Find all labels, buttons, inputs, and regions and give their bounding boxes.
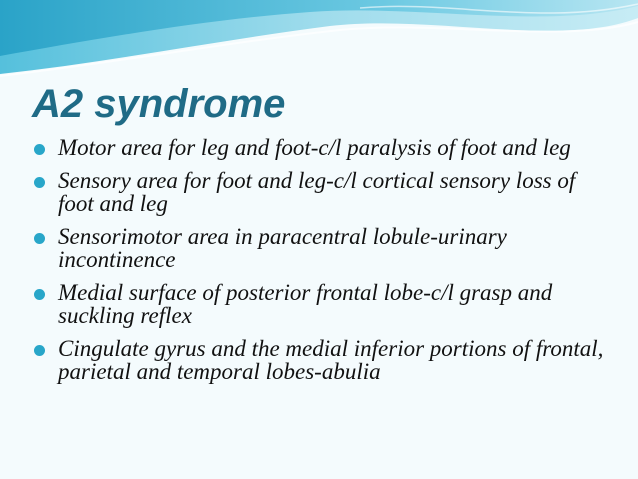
bullet-item <box>26 225 616 272</box>
bullet-dot-icon <box>34 345 45 356</box>
bullet-item <box>26 136 616 160</box>
slide-title: A2 syndrome <box>32 82 286 126</box>
bullet-item <box>26 337 616 384</box>
bullet-list <box>26 136 616 393</box>
bullet-dot-icon <box>34 144 45 155</box>
bullet-text: Motor area for leg and foot-c/l paralysis of foot and leg <box>58 135 571 160</box>
bullet-item <box>26 281 616 328</box>
bullet-dot-icon <box>34 177 45 188</box>
bullet-text: Sensorimotor area in paracentral lobule-urinary incontinence <box>58 223 507 272</box>
bullet-dot-icon <box>34 289 45 300</box>
bullet-text: Medial surface of posterior frontal lobe-c/l grasp and suckling reflex <box>58 279 553 328</box>
bullet-text: Cingulate gyrus and the medial inferior portions of frontal, parietal and temporal lobes-abulia <box>58 335 604 384</box>
bullet-item <box>26 169 616 216</box>
bullet-dot-icon <box>34 233 45 244</box>
header-wave-decoration <box>0 0 638 80</box>
bullet-text: Sensory area for foot and leg-c/l cortical sensory loss of foot and leg <box>58 167 576 216</box>
